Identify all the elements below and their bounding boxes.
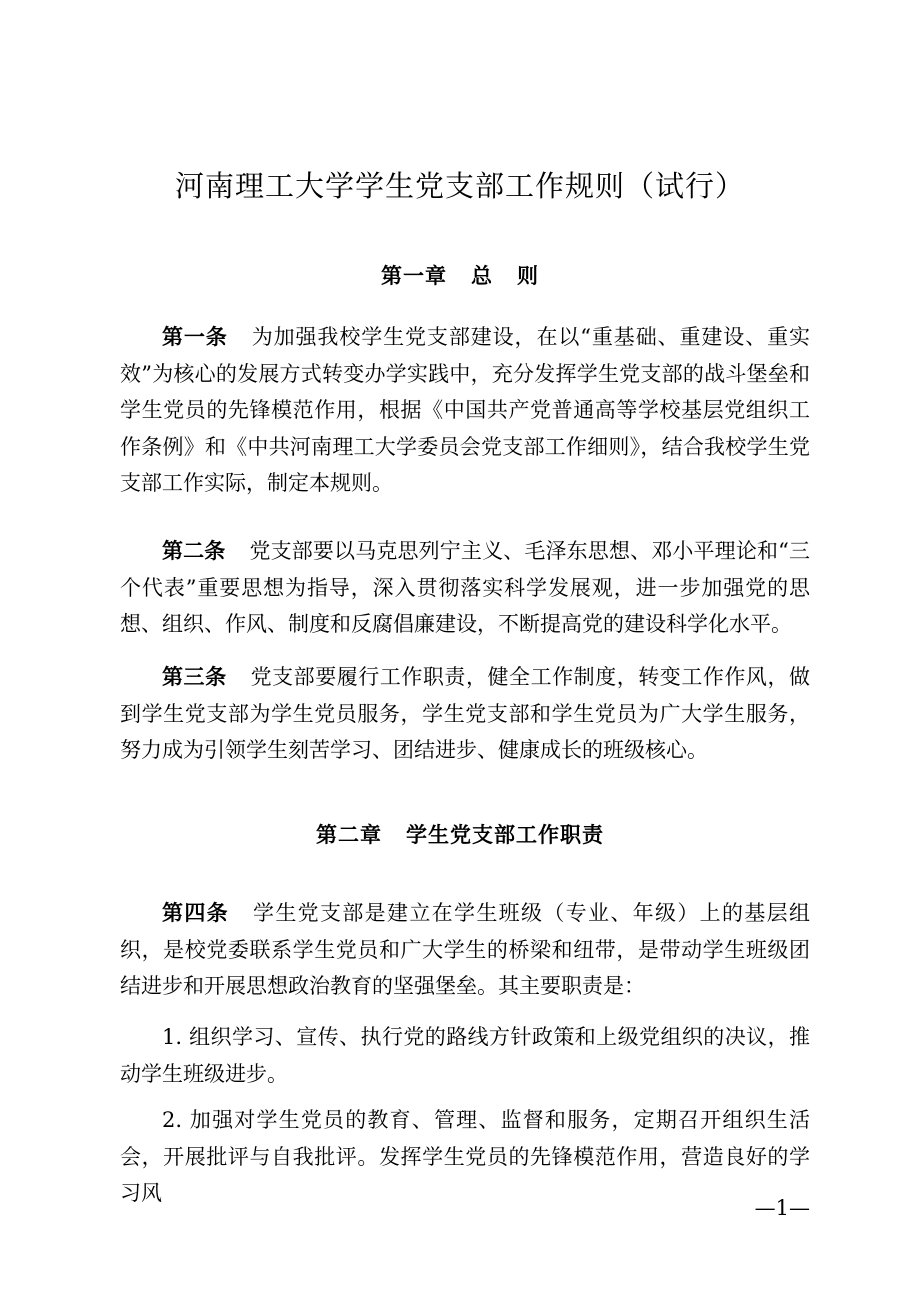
duty-item-1: 1. 组织学习、宣传、执行党的路线方针政策和上级党组织的决议，推动学生班级进步。 — [120, 1025, 810, 1086]
chapter-heading-2 — [0, 820, 920, 850]
article-1-text: 为加强我校学生党支部建设，在以“重基础、重建设、重实效”为核心的发展方式转变办学实践中，充分发挥学生党支部的战斗堡垒和学生党员的先锋模范作用，根据《中国共产党普通高等学校基层党组织工作条例》和《中共河南理工大学委员会党支部工作细则》，结合我校学生党支部工作实际，制定本规则。 — [120, 325, 811, 496]
article-1-label: 第一条 — [162, 325, 228, 349]
article-4-text: 学生党支部是建立在学生班级（专业、年级）上的基层组织，是校党委联系学生党员和广大学生的桥梁和纽带，是带动学生班级团结进步和开展思想政治教育的坚强堡垒。其主要职责是： — [120, 901, 810, 999]
document-title: 河南理工大学学生党支部工作规则（试行） — [174, 169, 745, 203]
article-2 — [120, 533, 810, 643]
chapter-1-label: 第一章 — [381, 264, 447, 288]
article-4 — [120, 895, 810, 1005]
duty-item-2: 2. 加强对学生党员的教育、管理、监督和服务，定期召开组织生活会，开展批评与自我批评。发挥学生党员的先锋模范作用，营造良好的学习风 — [120, 1108, 810, 1206]
article-3-label: 第三条 — [162, 665, 227, 689]
chapter-1-name-2: 则 — [517, 264, 539, 288]
page-number: —1— — [754, 1196, 810, 1220]
chapter-2-name: 学生党支部工作职责 — [406, 823, 604, 847]
chapter-1-name: 总 — [471, 264, 493, 288]
article-1 — [120, 319, 810, 502]
article-2-text: 党支部要以马克思列宁主义、毛泽东思想、邓小平理论和“三个代表”重要思想为指导，深入贯彻落实科学发展观，进一步加强党的思想、组织、作风、制度和反腐倡廉建设，不断提高党的建设科学化水平。 — [120, 539, 811, 637]
article-2-label: 第二条 — [162, 539, 226, 563]
chapter-heading-1 — [0, 261, 920, 291]
article-3 — [120, 659, 810, 769]
article-3-text: 党支部要履行工作职责，健全工作制度，转变工作作风，做到学生党支部为学生党员服务，学生党支部和学生党员为广大学生服务，努力成为引领学生刻苦学习、团结进步、健康成长的班级核心。 — [120, 665, 810, 763]
article-4-label: 第四条 — [162, 901, 229, 925]
chapter-2-label: 第二章 — [316, 823, 382, 847]
